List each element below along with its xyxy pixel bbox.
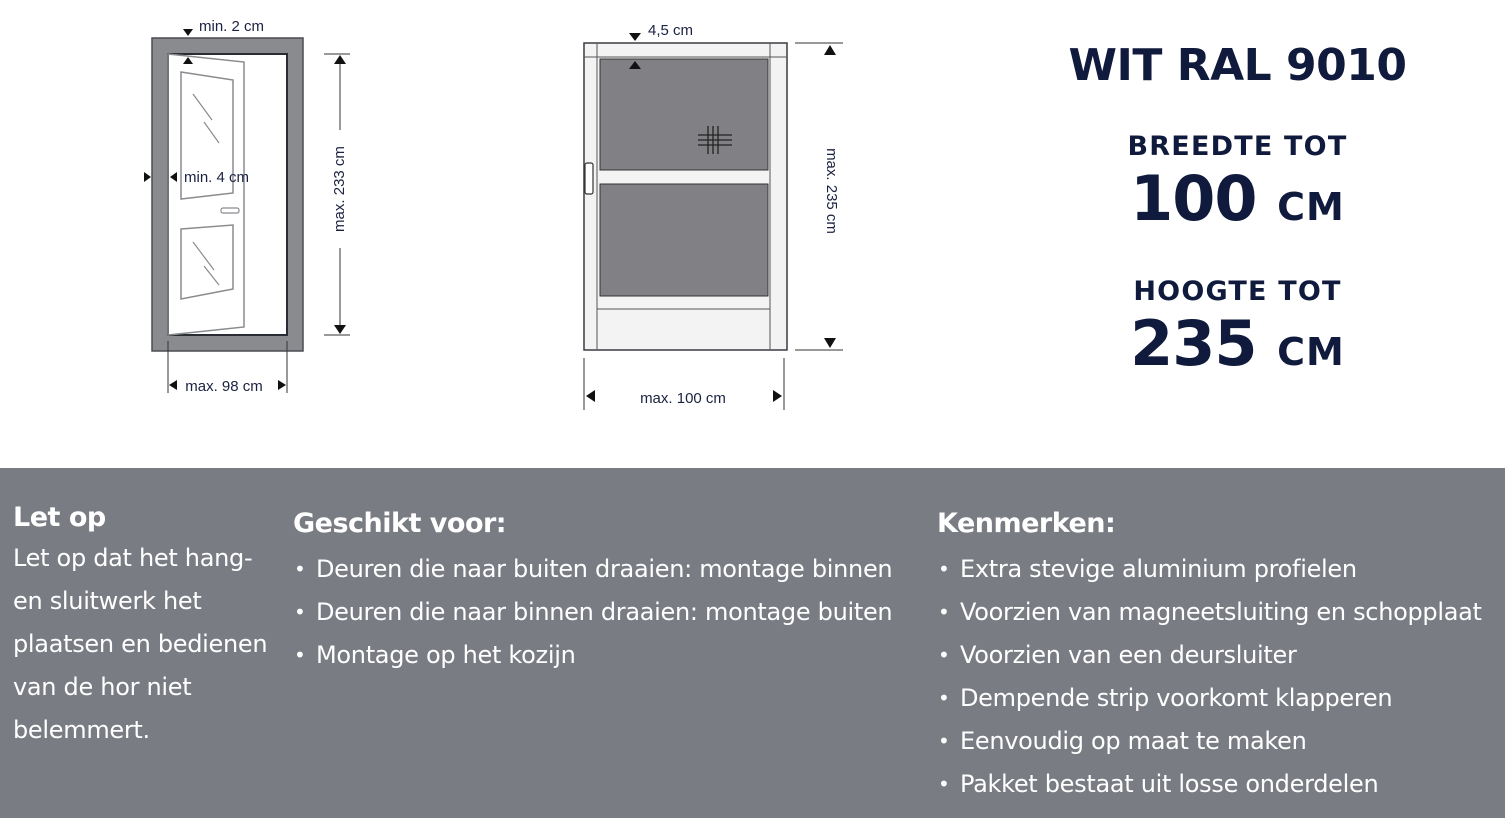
geschikt-heading: Geschikt voor: (293, 508, 507, 539)
list-item: • Pakket bestaat uit losse onderdelen (937, 763, 1502, 806)
width-number: 100 (1130, 162, 1257, 235)
arrow-down-icon (824, 338, 836, 348)
list-item: • Voorzien van een deursluiter (937, 634, 1502, 677)
list-item: • Eenvoudig op maat te maken (937, 720, 1502, 763)
width-value (1040, 162, 1435, 235)
door-opening (168, 54, 287, 335)
kenmerken-heading: Kenmerken: (937, 508, 1116, 539)
kenmerken-list (937, 548, 1502, 806)
height-unit: CM (1277, 330, 1345, 374)
dim-label-max-233cm: max. 233 cm (331, 146, 348, 232)
arrow-left-icon (169, 380, 177, 390)
arrow-up-icon (824, 45, 836, 55)
arrow-left-icon (586, 390, 595, 402)
screen-panel-top (600, 59, 768, 170)
arrow-right-icon (278, 380, 286, 390)
list-item: • Montage op het kozijn (293, 634, 923, 677)
list-item: • Voorzien van magneetsluiting en schopplaat (937, 591, 1502, 634)
height-value (1040, 307, 1435, 380)
letop-section (13, 468, 273, 752)
kenmerken-section (937, 468, 1502, 806)
height-label: HOOGTE TOT (1133, 276, 1342, 307)
handle-icon (585, 163, 593, 194)
geschikt-list (293, 548, 923, 677)
dim-label-min-4cm: min. 4 cm (184, 169, 250, 186)
screen-panel-bottom (600, 184, 768, 296)
geschikt-section (293, 468, 923, 677)
width-unit: CM (1277, 185, 1345, 229)
arrow-down-icon (183, 29, 193, 36)
letop-heading: Let op (13, 502, 106, 533)
list-item: • Dempende strip voorkomt klapperen (937, 677, 1502, 720)
dim-label-max-235cm: max. 235 cm (823, 148, 840, 234)
dim-label-max-100cm: max. 100 cm (640, 390, 726, 407)
height-number: 235 (1130, 307, 1257, 380)
list-item: • Extra stevige aluminium profielen (937, 548, 1502, 591)
arrow-down-icon (629, 33, 641, 41)
dim-label-max-98cm: max. 98 cm (185, 378, 263, 395)
dim-label-4-5cm: 4,5 cm (648, 22, 694, 39)
list-item: • Deuren die naar buiten draaien: montage binnen (293, 548, 923, 591)
spec-title: WIT RAL 9010 (1068, 40, 1407, 91)
dimension-diagrams (0, 0, 1040, 468)
arrow-right-icon (144, 172, 151, 182)
arrow-down-icon (334, 325, 346, 334)
arrow-right-icon (773, 390, 782, 402)
arrow-up-icon (334, 55, 346, 64)
list-item: • Deuren die naar binnen draaien: montage buiten (293, 591, 923, 634)
width-label: BREEDTE TOT (1127, 131, 1348, 162)
dim-label-min-2cm: min. 2 cm (199, 18, 265, 35)
screen-door-diagram (584, 22, 843, 410)
letop-text: Let op dat het hang- en sluitwerk het plaatsen en bedienen van de hor niet belemmert. (13, 544, 268, 744)
info-panel (0, 468, 1505, 818)
door-frame-diagram (144, 18, 350, 395)
